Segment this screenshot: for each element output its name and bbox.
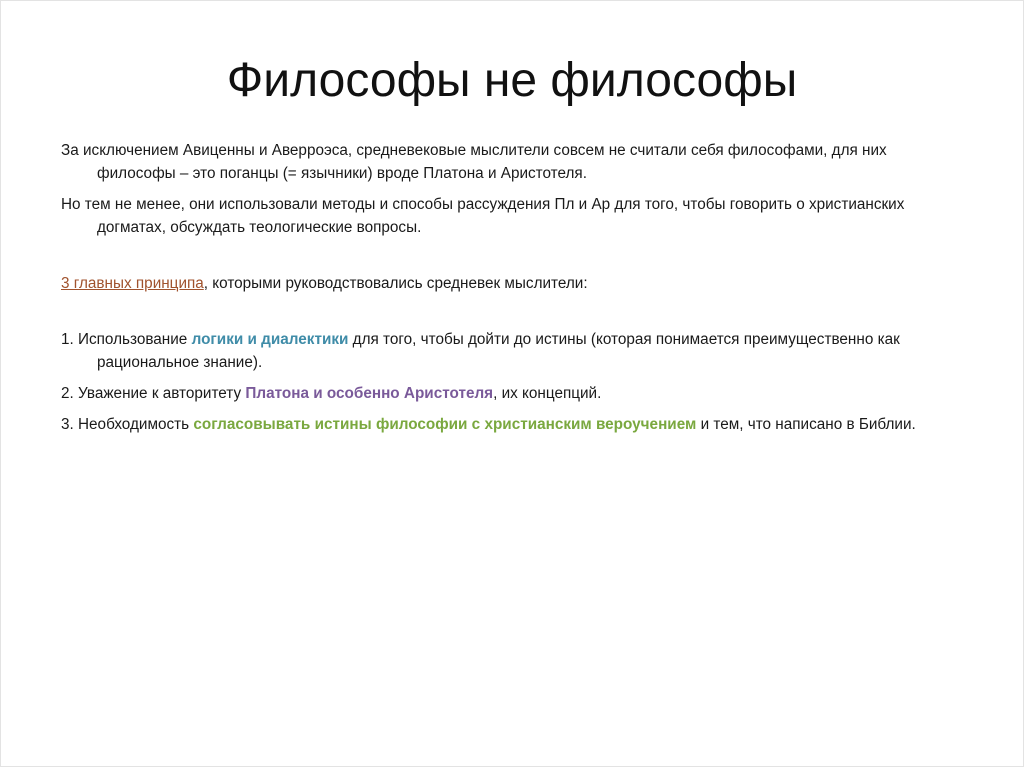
list-item-3 xyxy=(61,413,966,436)
list-item-3-highlight: согласовывать истины философии с христианским вероучением xyxy=(193,416,697,433)
list-item-2-highlight: Платона и особенно Аристотеля xyxy=(245,385,494,402)
list-item-1-after: для того, чтобы дойти до истины (которая понимается преимущественно как рациональное знание). xyxy=(97,331,900,371)
paragraph-methods: Но тем не менее, они использовали методы и способы рассуждения Пл и Ар для того, чтобы говорить о христианских догматах, обсуждать теологические вопросы. xyxy=(61,196,905,236)
paragraph-intro: За исключением Авиценны и Аверроэса, средневековые мыслители совсем не считали себя философами, для них философы – это поганцы (= язычники) вроде Платона и Аристотеля. xyxy=(61,142,887,182)
principles-text: , которыми руководствовались средневек мыслители: xyxy=(203,275,588,292)
list-item-2 xyxy=(61,382,966,405)
slide-body xyxy=(61,139,966,436)
paragraph-principles xyxy=(61,272,966,295)
list-item-2-before: 2. Уважение к авторитету xyxy=(61,385,246,402)
list-item-3-before: 3. Необходимость xyxy=(61,416,194,433)
list-item-1-highlight: логики и диалектики xyxy=(191,331,349,348)
list-item-2-after: , их концепций. xyxy=(493,385,602,402)
principles-link[interactable]: 3 главных принципа xyxy=(61,275,204,292)
slide-title: Философы не философы xyxy=(226,54,798,107)
list-item-1 xyxy=(61,328,966,374)
list-item-3-after: и тем, что написано в Библии. xyxy=(696,416,916,433)
list-item-1-before: 1. Использование xyxy=(61,331,192,348)
